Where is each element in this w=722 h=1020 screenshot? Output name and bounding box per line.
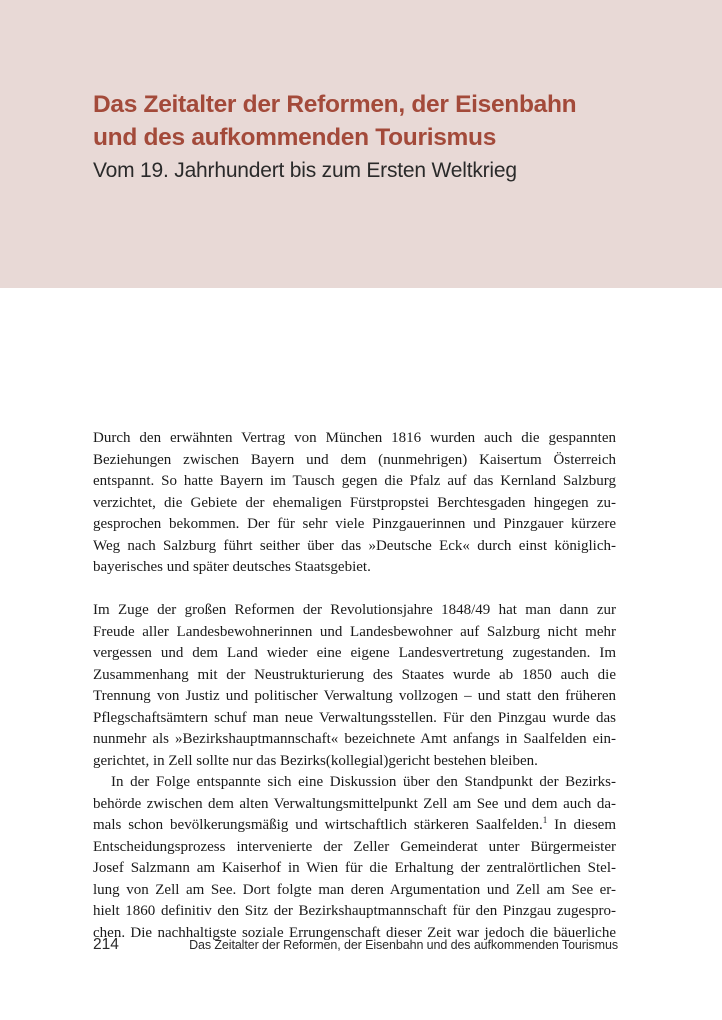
text-line: gesprochen bekommen. Der für sehr viele Pinzgauerinnen und Pinzgauer kürzere — [93, 516, 616, 532]
text-line: vergessen und dem Land wieder eine eigene Landesvertretung zugestanden. Im — [93, 645, 616, 661]
text-line: nunmehr als »Bezirkshauptmannschaft« bezeichnete Amt anfangs in Saalfelden ein- — [93, 731, 616, 747]
text-line: Pflegschaftsämtern schuf man neue Verwaltungsstellen. Für den Pinzgau wurde das — [93, 709, 616, 726]
text-line: hielt 1860 definitiv den Sitz der Bezirkshauptmannschaft für den Pinzgau zugespro- — [93, 903, 616, 919]
text-line: entspannt. So hatte Bayern im Tausch gegen die Pfalz auf das Kernland Salzburg — [93, 473, 616, 489]
chapter-subtitle: Vom 19. Jahrhundert bis zum Ersten Weltkrieg — [93, 159, 517, 182]
text-line: bayerisches und später deutsches Staatsgebiet. — [93, 559, 371, 575]
paragraph-1 — [93, 428, 616, 579]
text-line: Im Zuge der großen Reformen der Revolutionsjahre 1848/49 hat man dann zur — [93, 602, 616, 618]
text-line: Josef Salzmann am Kaiserhof in Wien für die Erhaltung der zentralörtlichen Stel- — [93, 860, 616, 876]
footnote-marker[interactable]: 1 — [542, 815, 548, 825]
page-number: 214 — [93, 936, 119, 953]
chapter-title-line-1: Das Zeitalter der Reformen, der Eisenbahn — [93, 91, 577, 118]
text-line: In der Folge entspannte sich eine Diskussion über den Standpunkt der Bezirks- — [111, 774, 616, 790]
text-segment: mals schon bevölkerungsmäßig und wirtschaftlich stärkeren Saalfelden. — [93, 817, 543, 833]
chapter-title-line-2: und des aufkommenden Tourismus — [93, 124, 497, 151]
text-line: Beziehungen zwischen Bayern und dem (nunmehrigen) Kaisertum Österreich — [93, 451, 616, 468]
text-line: Weg nach Salzburg führt seither über das »Deutsche Eck« durch einst königlich- — [93, 537, 616, 554]
text-line: Entscheidungsprozess intervenierte der Zeller Gemeinderat unter Bürgermeister — [93, 838, 616, 855]
running-title: Das Zeitalter der Reformen, der Eisenbahn und des aufkommenden Tourismus — [189, 938, 618, 952]
text-line: chen. Die nachhaltigste soziale Errungenschaft dieser Zeit war jedoch die bäuerliche — [93, 924, 616, 941]
paragraph-2 — [93, 600, 616, 772]
page-footer — [93, 936, 618, 956]
text-line: Freude aller Landesbewohnerinnen und Landesbewohner auf Salzburg nicht mehr — [93, 623, 616, 640]
text-line: Zusammenhang mit der Neustrukturierung des Staates wurde ab 1850 auch die — [93, 666, 616, 683]
text-line: Trennung von Justiz und politischer Verwaltung vollzogen – und statt den früheren — [93, 688, 616, 704]
text-segment: In diesem — [547, 817, 616, 833]
paragraph-3 — [93, 772, 616, 944]
text-line: Durch den erwähnten Vertrag von München 1816 wurden auch die gespannten — [93, 430, 616, 446]
text-line-with-footnote — [93, 815, 616, 837]
chapter-header-band — [0, 0, 722, 288]
text-line: verzichtet, die Gebiete der ehemaligen Fürstpropstei Berchtesgaden hingegen zu- — [93, 494, 616, 511]
text-line: gerichtet, in Zell sollte nur das Bezirks(kollegial)gericht bestehen bleiben. — [93, 752, 538, 769]
chapter-title — [93, 88, 653, 154]
body-text — [93, 428, 616, 944]
text-line: lung von Zell am See. Dort folgte man deren Argumentation und Zell am See er- — [93, 881, 616, 898]
text-line: behörde zwischen dem alten Verwaltungsmittelpunkt Zell am See und dem auch da- — [93, 795, 616, 812]
